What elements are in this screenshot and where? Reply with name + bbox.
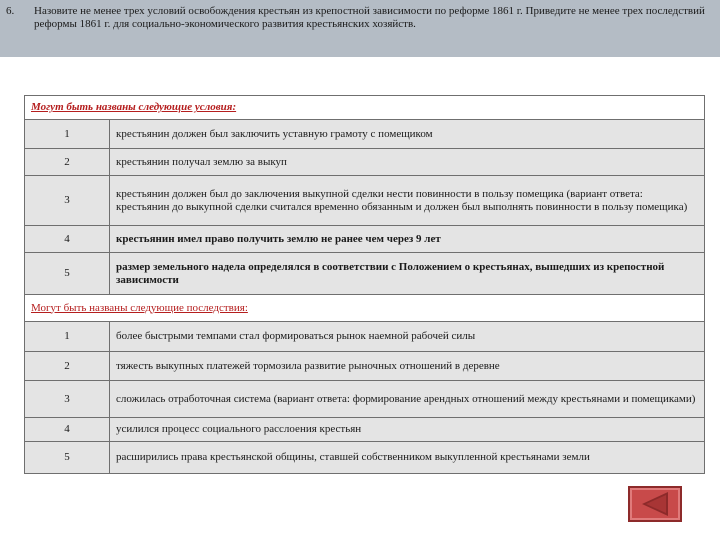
question-number: 6. bbox=[6, 5, 15, 17]
consequences-header-row bbox=[25, 295, 705, 322]
conditions-title: Могут быть названы следующие условия: bbox=[25, 96, 705, 120]
row-text: крестьянин должен был заключить уставную грамоту с помещиком bbox=[110, 120, 705, 149]
row-text: расширились права крестьянской общины, ставшей собственником выкупленной крестьянами земли bbox=[110, 442, 705, 474]
row-number: 5 bbox=[25, 253, 110, 295]
row-number: 1 bbox=[25, 322, 110, 352]
back-button[interactable] bbox=[628, 486, 682, 522]
row-text: тяжесть выкупных платежей тормозила развитие рыночных отношений в деревне bbox=[110, 352, 705, 381]
row-text: более быстрыми темпами стал формироваться рынок наемной рабочей силы bbox=[110, 322, 705, 352]
consequences-title: Могут быть названы следующие последствия: bbox=[25, 295, 705, 322]
row-number: 5 bbox=[25, 442, 110, 474]
row-number: 2 bbox=[25, 149, 110, 176]
table-row bbox=[25, 226, 705, 253]
table-row bbox=[25, 176, 705, 226]
row-number: 1 bbox=[25, 120, 110, 149]
row-number: 2 bbox=[25, 352, 110, 381]
table-row bbox=[25, 442, 705, 474]
row-text: сложилась отработочная система (вариант ответа: формирование арендных отношений между крестьянами и помещиками) bbox=[110, 381, 705, 418]
table-row bbox=[25, 381, 705, 418]
conditions-header-row bbox=[25, 96, 705, 120]
table-row bbox=[25, 253, 705, 295]
question-text: Назовите не менее трех условий освобождения крестьян из крепостной зависимости по реформе 1861 г. Приведите не менее трех последствий реформы 1861 г. для социально-экономического развития крестьянских хозяйств. bbox=[34, 5, 705, 30]
table-row bbox=[25, 149, 705, 176]
table-row bbox=[25, 418, 705, 442]
table-row bbox=[25, 322, 705, 352]
row-number: 4 bbox=[25, 418, 110, 442]
question-header bbox=[0, 0, 720, 57]
row-text: крестьянин получал землю за выкуп bbox=[110, 149, 705, 176]
table-row bbox=[25, 352, 705, 381]
row-text: размер земельного надела определялся в соответствии с Положением о крестьянах, вышедших из крепостной зависимости bbox=[110, 253, 705, 295]
row-number: 3 bbox=[25, 176, 110, 226]
table-row bbox=[25, 120, 705, 149]
answer-table bbox=[24, 95, 705, 474]
triangle-left-icon bbox=[630, 488, 680, 520]
row-text: крестьянин должен был до заключения выкупной сделки нести повинности в пользу помещика (вариант ответа: крестьянин до выкупной сделки считался временно обязанным и должен был выполнять повинности в пользу помещика) bbox=[110, 176, 705, 226]
row-number: 4 bbox=[25, 226, 110, 253]
row-text: усилился процесс социального расслоения крестьян bbox=[110, 418, 705, 442]
row-number: 3 bbox=[25, 381, 110, 418]
row-text: крестьянин имел право получить землю не ранее чем через 9 лет bbox=[110, 226, 705, 253]
